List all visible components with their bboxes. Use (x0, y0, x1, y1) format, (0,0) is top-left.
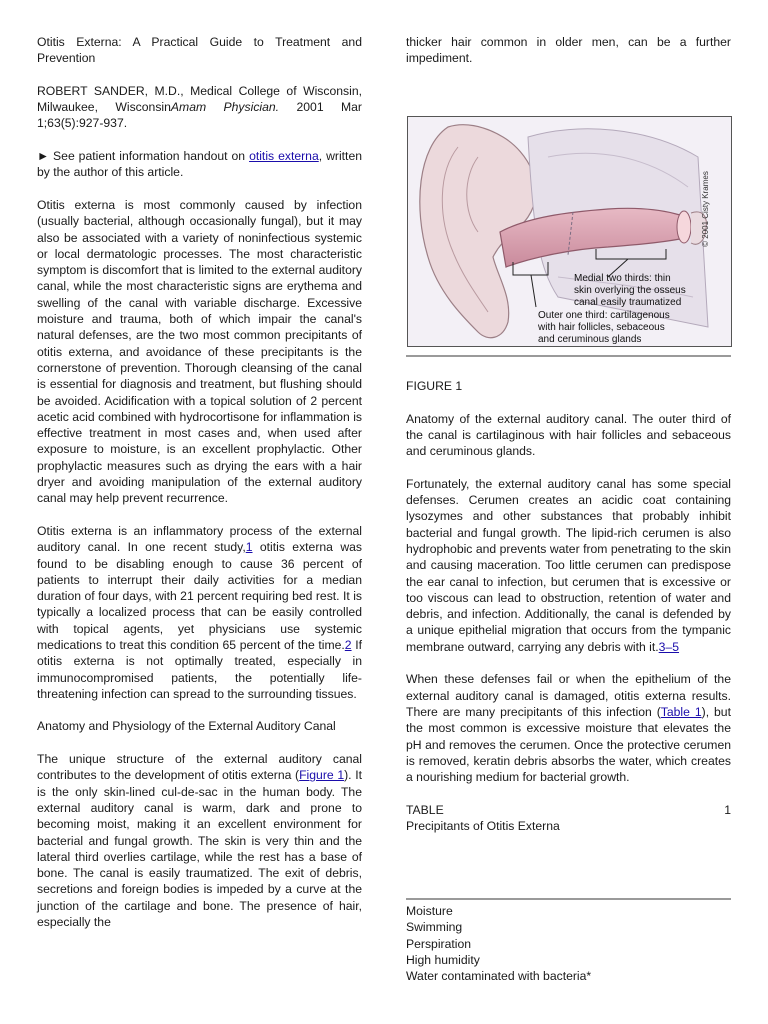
citation-details: 2001 Mar 1;63(5):927-937. (37, 100, 362, 131)
intro-text-c: If otitis externa is not optimally treated, especially in immunocompromised patients, the potentially life-threatening infection can spread to the surrounding tissues. (37, 637, 362, 701)
defenses-paragraph (406, 476, 731, 655)
defenses-text: Fortunately, the external auditory canal has some special defenses. Cerumen creates an acidic coat containing lysozymes and other substances that probably inhibit bacterial and fungal growth. The lipid-rich cerumen is also hydrophobic and prevents water from penetrating to the skin and causing maceration. Too little cerumen can predispose the ear canal to infection, but cerumen that is excessive or too viscous can lead to obstruction, retention of water and debris, and infection. Additionally, the canal is defended by a unique epithelial migration that occurs from the tympanic membrane outward, carrying any debris with it. (406, 476, 731, 654)
handout-link[interactable]: otitis externa (249, 149, 319, 164)
article-title: Otitis Externa: A Practical Guide to Treatment and Prevention (37, 35, 362, 66)
table-1-link[interactable]: Table 1 (660, 704, 702, 719)
table-row: High humidity (406, 952, 480, 967)
reference-link-3-5[interactable]: 3–5 (658, 639, 680, 654)
reference-link-2[interactable]: 2 (344, 637, 352, 652)
author-citation (37, 83, 362, 132)
table-row: Moisture (406, 904, 453, 918)
ear-anatomy-figure (407, 116, 732, 347)
continuation-text: thicker hair common in older men, can be a further impediment. (406, 35, 731, 66)
reference-link-1[interactable]: 1 (245, 540, 253, 555)
abstract-paragraph: Otitis externa is most commonly caused by infection (usually bacterial, although occasionally fungal), but it may also be associated with a variety of noninfectious systemic or local dermatologic processes. The most characteristic symptom is discomfort that is limited to the external auditory canal, while the most characteristic signs are erythema and swelling of the canal with variable discharge. Excessive moisture and trauma, both of which impair the canal's natural defenses, are the two most common precipitants of otitis externa, and avoidance of these precipitants is the cornerstone of prevention. Thorough cleansing of the canal is essential for diagnosis and treatment, but flushing should be avoided. Acidification with a topical solution of 2 percent acetic acid combined with hydrocortisone for inflammation is effective treatment in most cases and, when used after exposure to moisture, is an excellent prophylactic. Other prophylactic measures such as drying the ears with a hair dryer and avoiding manipulation of the external auditory canal may help prevent recurrence. (37, 197, 362, 506)
figure-rule (406, 355, 731, 357)
table-row: Perspiration (406, 936, 472, 951)
figure-copyright: © 2001 Cisty Krames (701, 171, 710, 247)
outer-label-line-1: Outer one third: cartilagenous (538, 310, 670, 321)
journal-name: Amam Physician. (170, 100, 280, 115)
intro-text-a: Otitis externa is an inflammatory process of the external auditory canal. In one recent study, (37, 523, 362, 555)
section-heading: Anatomy and Physiology of the External Auditory Canal (37, 719, 336, 734)
intro-paragraph (37, 523, 362, 702)
anatomy-text-b: ). It is the only skin-lined cul-de-sac in the human body. The external auditory canal is warm, dark and prone to becoming moist, making it an excellent environment for bacterial and fungal growth. The skin is very thin and the lateral third overlies cartilage, while the rest has a base of bone. The canal is easily traumatized. The exit of debris, secretions and foreign bodies is impeded by a curve at the junction of the cartilage and bone. The presence of hair, especially the (37, 768, 362, 930)
table-row: Water contaminated with bacteria* (406, 969, 592, 984)
table-row: Swimming (406, 920, 463, 935)
figure-title: FIGURE 1 (406, 379, 463, 393)
figure-caption: Anatomy of the external auditory canal. The outer third of the canal is cartilaginous with hair follicles and sebaceous and ceruminous glands. (406, 411, 731, 459)
right-column-top (406, 34, 731, 83)
left-column (37, 34, 362, 930)
failure-text-a: When these defenses fail or when the epithelium of the external auditory canal is damaged, otitis externa results. There are many precipitants of this infection ( (406, 672, 731, 719)
medial-label-line-3: canal easily traumatized (574, 297, 682, 308)
table-label: TABLE (406, 802, 444, 817)
intro-text-b: otitis externa was found to be disabling enough to cause 36 percent of patients to interrupt their daily activities for a median duration of four days, with 21 percent requiring bed rest. It is typically a localized process that can be easily controlled with topical agents, yet physicians use systemic medications to treat this condition 65 percent of the time. (37, 540, 362, 652)
medial-label-line-1: Medial two thirds: thin (574, 273, 671, 284)
table-number: 1 (724, 802, 731, 817)
table-rows (406, 903, 731, 984)
table-rule (406, 898, 731, 900)
handout-suffix: , written by the author of this article. (37, 149, 363, 180)
anatomy-paragraph (37, 751, 362, 930)
failure-paragraph (406, 671, 731, 785)
failure-text-b: ), but the most common is excessive moisture that elevates the pH and removes the cerumen. Once the protective cerumen is removed, keratin debris absorbs the water, which creates a nourishing medium for bacterial growth. (406, 704, 731, 785)
table-title: Precipitants of Otitis Externa (406, 819, 560, 834)
right-column-bottom (406, 378, 731, 834)
outer-label-line-3: and ceruminous glands (538, 334, 642, 345)
handout-prefix: ► See patient information handout on (37, 149, 250, 164)
table-header (406, 802, 731, 818)
anatomy-text-a: The unique structure of the external auditory canal contributes to the development of otitis externa ( (37, 752, 362, 783)
handout-note (37, 148, 362, 181)
ear-anatomy-illustration (408, 117, 731, 346)
figure-1-link[interactable]: Figure 1 (299, 768, 345, 783)
author-byline: ROBERT SANDER, M.D., Medical College of Wisconsin, Milwaukee, Wisconsin (37, 83, 362, 115)
medial-label (574, 273, 689, 308)
medial-label-line-2: skin overlying the osseus (574, 285, 686, 296)
outer-label-line-2: with hair follicles, sebaceous (538, 322, 665, 333)
